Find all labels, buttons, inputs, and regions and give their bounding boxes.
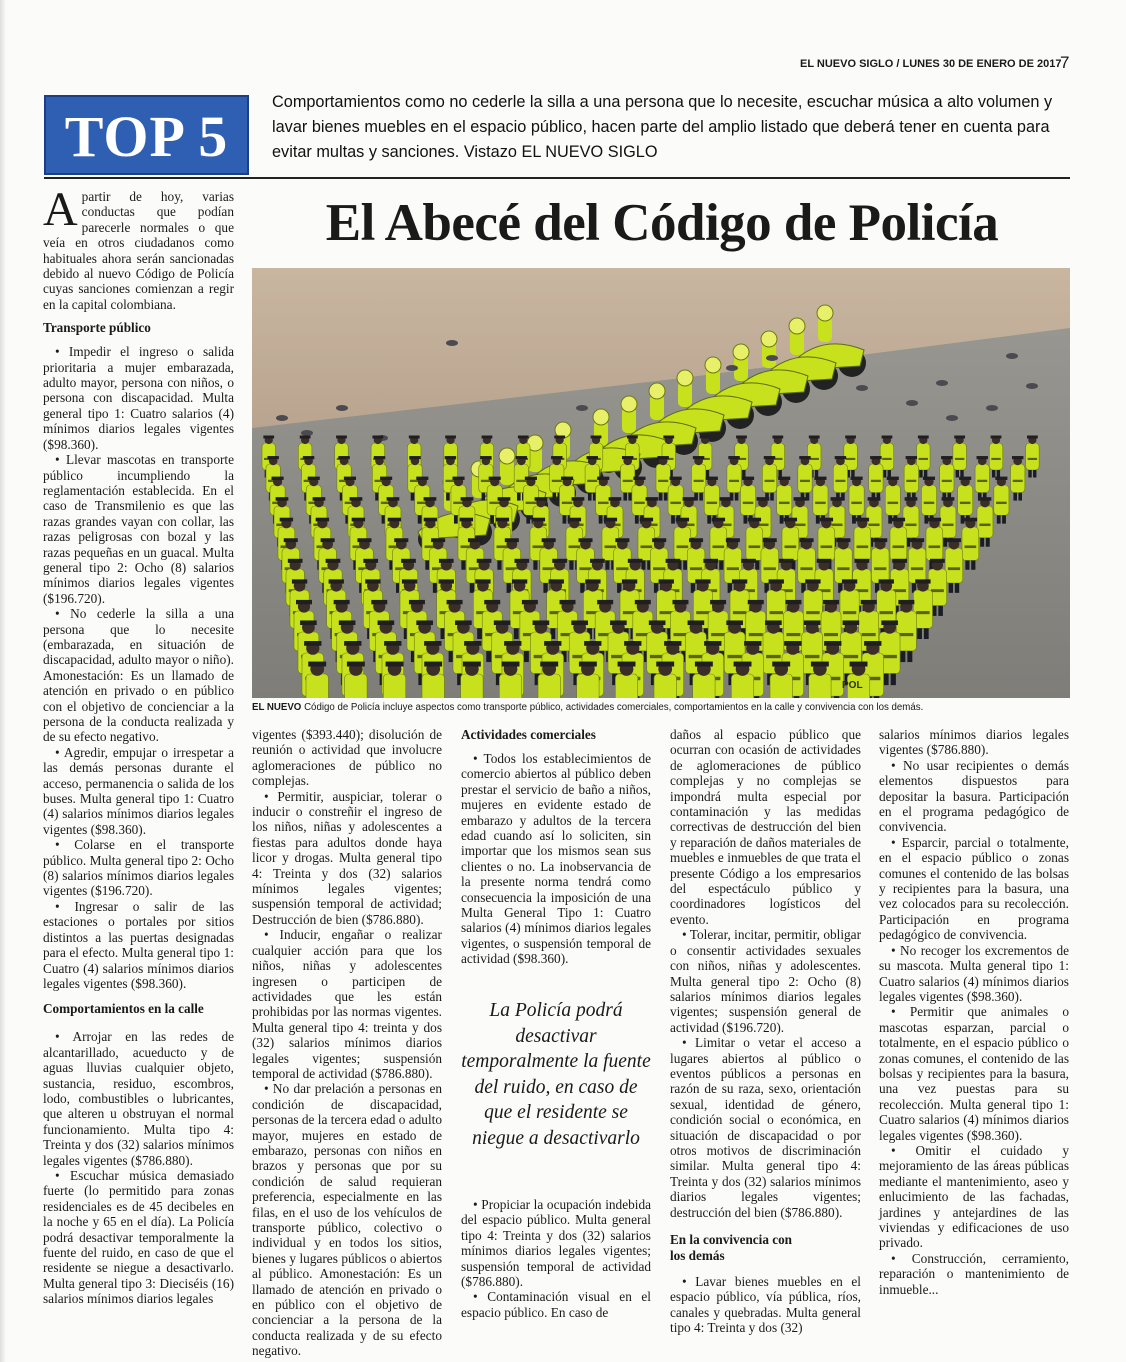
column-3 <box>461 727 651 967</box>
header-rule <box>44 177 1070 179</box>
item-paragraph: • Construcción, cerramiento, reparación o mantenimiento de inmueble... <box>879 1250 1069 1297</box>
item-paragraph: • No dar prelación a personas en condición de discapacidad, personas de la tercera edad o adulto mayor, mujeres en estado de embarazo, personas con niños en brazos y personas que por su condición de salud requieran preferencia, especialmente en las filas, en el uso de los vehículos de transporte público, colectivo o individual y en todos los sitios, bienes y lugares públicos o abiertos al público. Amonestación: Es un llamado de atención en privado o en público con el objetivo de concienciar a la persona de la conducta realizada y de su efecto negativo. <box>252 1081 442 1359</box>
masthead: EL NUEVO SIGLO / LUNES 30 DE ENERO DE 2017 7 <box>800 53 1070 72</box>
headline: El Abecé del Código de Policía <box>325 194 999 252</box>
item-paragraph: • No usar recipientes o demás elementos dispuestos para depositar la basura. Participación en el programa pedagógico de convivencia. <box>879 757 1069 835</box>
item-paragraph: • Colarse en el transporte público. Multa general tipo 2: Ocho (8) salarios mínimos diarios legales vigentes ($196.720). <box>43 837 234 899</box>
item-paragraph: daños al espacio público que ocurran con ocasión de actividades de aglomeraciones de público complejas y no complejas se impondrá multa especial por contaminación y las medidas correctivas de destrucción del bien y reparación de daños materiales de muebles e inmuebles de que trata el presente Código a los empresarios del espectáculo público y coordinadores logísticos del evento. <box>670 727 861 927</box>
item-paragraph: • Agredir, empujar o irrespetar a las demás personas durante el acceso, permanencia o salida de los buses. Multa general tipo 1: Cuatro (4) salarios mínimos diarios legales vigentes ($98.360). <box>43 744 234 837</box>
item-paragraph: • No cederle la silla a una persona que lo necesite (embarazada, en situación de discapacidad, adulto mayor o niño). Amonestación: Es un llamado de atención en privado o en público con el objetivo de concienciar a la persona de la conducta realizada y de su efecto negativo. <box>43 606 234 745</box>
subhead-comerciales: Actividades comerciales <box>461 727 596 742</box>
news-photo <box>252 268 1070 698</box>
section-badge-label: TOP 5 <box>64 104 229 169</box>
item-paragraph: • Llevar mascotas en transporte público incumpliendo la reglamentación establecida. En el caso de Transmilenio es que las razas grandes vayan con collar, las razas peligrosas con bozal y las razas pequeñas en un guacal. Multa general tipo 2: Ocho (8) salarios mínimos diarios legales vigentes ($196.720). <box>43 452 234 606</box>
item-paragraph: • Escuchar música demasiado fuerte (lo permitido para zonas residenciales es de 45 decibeles en la noche y 65 en el día). La Policía podrá desactivar temporalmente la fuente del ruido, en caso de que el residente se niegue a desactivarlo. Multa general tipo 3: Dieciséis (16) salarios mínimos diarios legales <box>43 1167 234 1307</box>
section-badge <box>44 95 249 175</box>
column-4 <box>670 727 861 1336</box>
lead-text: partir de hoy, varias conductas que podían parecerle normales o que veía en otros ciudadanos como habituales ahora serán sancionadas debido al nuevo Código de Policía cuyas sanciones comienzan a regir en la capital colombiana. <box>43 189 234 312</box>
pull-quote: La Policía podrá desactivar temporalmente la fuente del ruido, en caso de que el residente se niegue a desactivarlo <box>461 1000 651 1149</box>
item-paragraph: vigentes ($393.440); disolución de reunión o actividad que involucre aglomeraciones de público no complejas. <box>252 727 442 789</box>
column-1 <box>43 183 234 1307</box>
caption-text: Código de Policía incluye aspectos como transporte público, actividades comerciales, comportamientos en la calle y convivencia con los demás. <box>304 702 924 713</box>
item-paragraph: • Omitir el cuidado y mejoramiento de las áreas públicas mediante el mantenimiento, aseo y enlucimiento de las fachadas, jardines y antejardines de las viviendas y edificaciones de uso privado. <box>879 1142 1069 1251</box>
item-paragraph: • No recoger los excrementos de su mascota. Multa general tipo 1: Cuatro salarios (4) mínimos diarios legales vigentes ($98.360). <box>879 942 1069 1004</box>
column-2 <box>252 727 442 1359</box>
masthead-date: LUNES 30 DE ENERO DE 2017 <box>902 58 1062 70</box>
column-5 <box>879 727 1069 1297</box>
masthead-paper: EL NUEVO SIGLO <box>800 58 894 70</box>
item-paragraph: • Permitir, auspiciar, tolerar o inducir o constreñir el ingreso de los niños, niñas y adolescentes a fiestas para adultos donde haya licor y drogas. Multa general tipo 4: Treinta y dos (32) salarios mínimos legales vigentes; suspensión temporal de actividad; Destrucción de bien ($786.880). <box>252 788 442 927</box>
item-paragraph: • Ingresar o salir de las estaciones o portales por sitios distintos a las puertas designadas para el efecto. Multa general tipo 1: Cuatro (4) salarios mínimos diarios legales vigentes ($98.360). <box>43 898 234 991</box>
photo-caption <box>252 701 1070 715</box>
item-paragraph: • Inducir, engañar o realizar cualquier acción para que los niños, niñas y adolescentes ingresen o participen de actividades que les están prohibidas por las normas vigentes. Multa general tipo 4: treinta y dos (32) salarios mínimos diarios legales vigentes; suspensión temporal de actividad ($786.880). <box>252 927 442 1081</box>
page-number: 7 <box>1060 53 1070 72</box>
item-paragraph: • Limitar o vetar el acceso a lugares abiertos al público o eventos públicos a personas en razón de su raza, sexo, orientación sexual, identidad de género, condición social o económica, en situación de discapacidad o por otros motivos de discriminación similar. Multa general tipo 4: Treinta y dos (32) salarios mínimos diarios legales vigentes; destrucción del bien ($786.880). <box>670 1035 861 1220</box>
subhead-convivencia: En la convivencia con los demás <box>670 1232 792 1263</box>
lead-paragraph <box>43 183 234 312</box>
intro-text: Comportamientos como no cederle la silla a una persona que lo necesite, escuchar música a alto volumen y lavar bienes muebles en el espacio público, hacen parte del amplio listado que deberá tener en cuenta para evitar multas y sanciones. Vistazo EL NUEVO SIGLO <box>272 93 1053 161</box>
item-paragraph: • Permitir que animales o mascotas esparzan, parcial o totalmente, en el espacio público o zonas comunes, el contenido de las bolsas y recipientes para la basura, una vez puestas para su recolección. Multa general tipo 1: Cuatro salarios (4) mínimos diarios legales vigentes ($98.360). <box>879 1004 1069 1143</box>
item-paragraph: • Lavar bienes muebles en el espacio público, vía pública, ríos, canales y quebradas. Multa general tipo 4: Treinta y dos (32) <box>670 1274 861 1336</box>
item-paragraph: • Propiciar la ocupación indebida del espacio público. Multa general tipo 4: Treinta y dos (32) salarios mínimos diarios legales vigentes; suspensión temporal de actividad ($786.880). <box>461 1197 651 1290</box>
column-3-lower <box>461 1197 651 1320</box>
item-paragraph: • Arrojar en las redes de alcantarillado, acueducto y de aguas lluvias cualquier objeto, sustancia, residuo, escombros, lodo, combustibles o lubricantes, que alteren u obstruyan el normal funcionamiento. Multa tipo 4: Treinta y dos (32) salarios mínimos legales vigentes ($786.880). <box>43 1029 234 1168</box>
page-fold-shadow <box>0 0 6 1362</box>
item-paragraph: • Tolerar, incitar, permitir, obligar o consentir actividades sexuales con niños, niñas y adolescentes. Multa general tipo 2: Ocho (8) salarios mínimos diarios legales vigentes; suspensión general de actividad ($196.720). <box>670 927 861 1035</box>
item-paragraph: • Esparcir, parcial o totalmente, en el espacio público o zonas comunes el contenido de las bolsas y recipientes para la basura, una vez colocados para su recolección. Participación en programa pedagógico de convivencia. <box>879 834 1069 943</box>
item-paragraph: • Todos los establecimientos de comercio abiertos al público deben prestar el servicio de baño a niños, mujeres en evidente estado de embarazo y adultos de la tercera edad cuando así lo soliciten, sin importar que los mismos sean sus clientes o no. La inobservancia de la presente norma tendrá como consecuencia la imposición de una Multa General Tipo 1: Cuatro salarios (4) mínimos diarios legales vigentes, o suspensión temporal de actividad ($98.360). <box>461 751 651 967</box>
subhead-calle: Comportamientos en la calle <box>43 1001 204 1017</box>
subhead-transporte: Transporte público <box>43 320 151 336</box>
caption-credit: EL NUEVO <box>252 702 302 713</box>
item-paragraph: • Impedir el ingreso o salida prioritaria a mujer embarazada, adulto mayor, persona con niños, o persona con discapacidad. Multa general tipo 1: Cuatro salarios (4) mínimos diarios legales vigentes ($98.360). <box>43 344 234 452</box>
drop-cap: A <box>43 183 78 236</box>
item-paragraph: • Contaminación visual en el espacio público. En caso de <box>461 1289 651 1320</box>
vest-label: POL <box>842 680 863 691</box>
item-paragraph: salarios mínimos diarios legales vigentes ($786.880). <box>879 727 1069 758</box>
